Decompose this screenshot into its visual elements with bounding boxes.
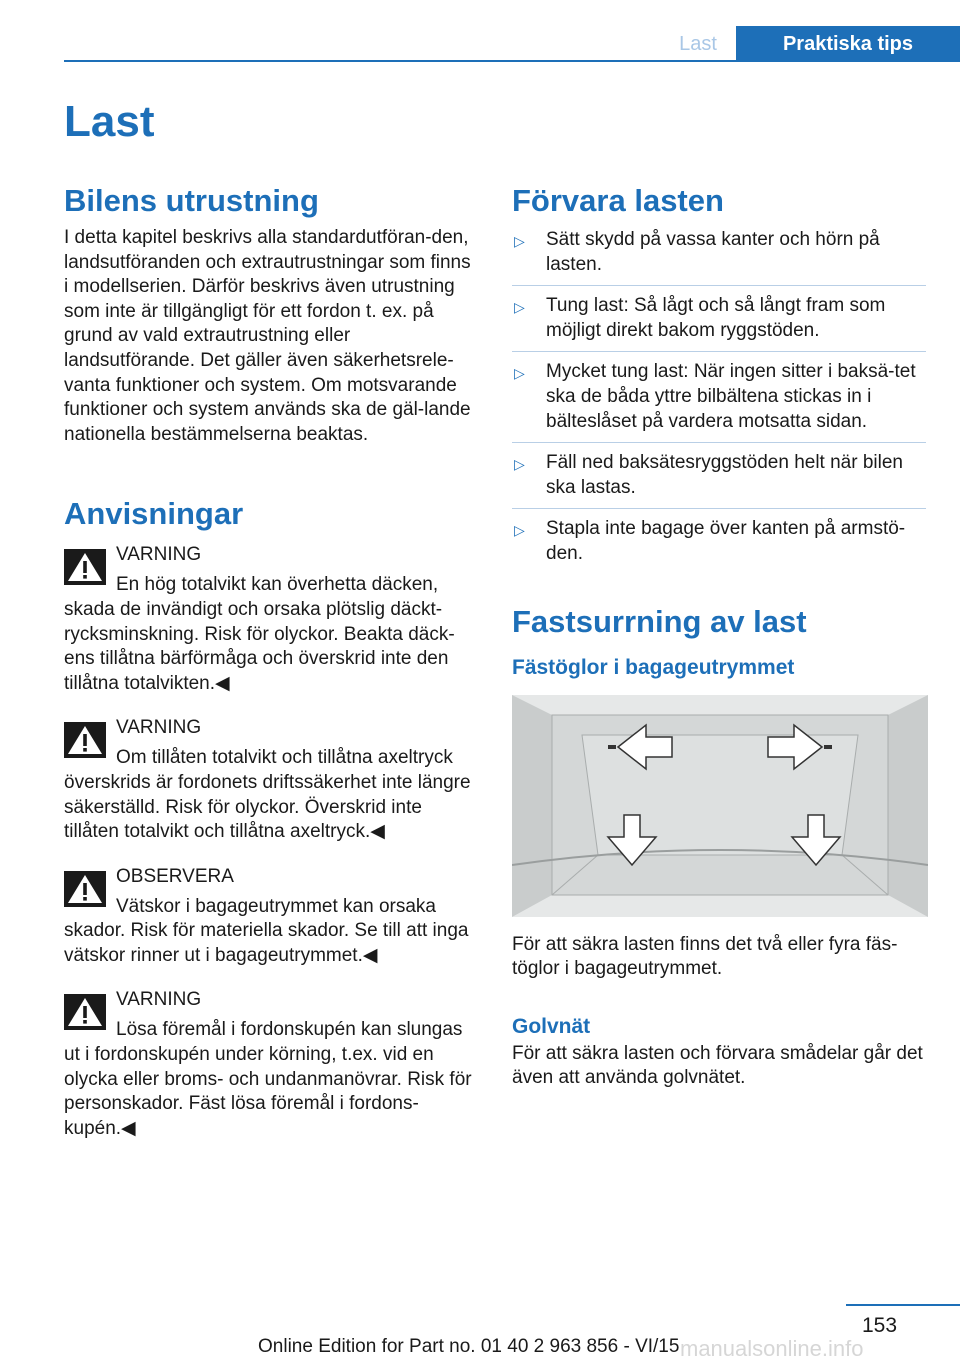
lashing-eyes-text: För att säkra lasten finns det två eller fyra fäs-töglor i bagageutrymmet. bbox=[512, 933, 898, 980]
warning-label: VARNING bbox=[116, 544, 202, 566]
warning-block bbox=[64, 986, 480, 1141]
warning-triangle-icon bbox=[64, 722, 106, 758]
list-item bbox=[512, 228, 926, 286]
list-item-text: Sätt skydd på vassa kanter och hörn på lasten. bbox=[546, 229, 880, 275]
store-load-list bbox=[512, 228, 926, 575]
edition-line: Online Edition for Part no. 01 40 2 963 856 - VI/15 bbox=[258, 1336, 680, 1357]
bullet-triangle-icon: ▷ bbox=[514, 365, 525, 382]
warning-triangle-icon bbox=[64, 871, 106, 907]
lashing-heading: Fastsurrning av last bbox=[512, 603, 807, 639]
bullet-triangle-icon: ▷ bbox=[514, 233, 525, 249]
equipment-text: I detta kapitel beskrivs alla standardutföran-den, landsutföranden och extrautrustningar som finns i modellserien. Därför beskrivs även utrustning som inte är tillgängligt för ett fordon t. ex. på grund av vald extrautrustning eller landsutförande. Det gäller även säkerhetsrele-vanta funktioner och system. Om motsvarande funktioner och system används ska de gäl-lande nationella bestämmelserna beaktas. bbox=[64, 227, 471, 445]
list-item bbox=[512, 360, 926, 443]
warning-triangle-icon bbox=[64, 994, 106, 1030]
warning-label: VARNING bbox=[116, 989, 202, 1011]
store-load-heading: Förvara lasten bbox=[512, 183, 724, 218]
warning-text: En hög totalvikt kan överhetta däcken, skada de invändigt och orsaka plötslig däckt-rycksminskning. Risk för olyckor. Beakta däck-ens tillåtna bärförmåga och överskrid inte den tillåtna totalvikten.◀ bbox=[64, 574, 455, 694]
footer-rule bbox=[846, 1304, 960, 1306]
warning-text: Lösa föremål i fordonskupén kan slungas ut i fordonskupén under körning, t.ex. vid en olycka eller broms- och undanmanövrar. Risk för personskador. Fäst lösa föremål i fordons-kupén.◀ bbox=[64, 1019, 472, 1139]
header-chapter-tab: Praktiska tips bbox=[736, 26, 960, 62]
warning-label: OBSERVERA bbox=[116, 865, 234, 887]
lashing-eyes-heading: Fästöglor i bagageutrymmet bbox=[512, 655, 795, 679]
trunk-illustration bbox=[512, 695, 928, 917]
warning-text: Vätskor i bagageutrymmet kan orsaka skador. Risk för materiella skador. Se till att inga vätskor rinner ut i bagageutrymmet.◀ bbox=[64, 895, 469, 966]
list-item bbox=[512, 294, 926, 352]
equipment-heading: Bilens utrustning bbox=[64, 183, 319, 218]
bullet-triangle-icon: ▷ bbox=[514, 456, 525, 473]
warning-block bbox=[64, 863, 480, 969]
list-item-text: Mycket tung last: När ingen sitter i baksä-tet ska de båda yttre bilbältena stickas in i bälteslåset på vardera motsatta sidan. bbox=[546, 361, 916, 432]
header-section-label: Last bbox=[679, 33, 717, 55]
floor-net-text: För att säkra lasten och förvara smådelar går det även att använda golvnätet. bbox=[512, 1042, 923, 1089]
page-number: 153 bbox=[862, 1314, 898, 1337]
watermark: manualsonline.info bbox=[680, 1336, 864, 1361]
left-column bbox=[64, 180, 480, 1141]
warning-text: Om tillåten totalvikt och tillåtna axeltryck överskrids är fordonets driftssäkerhet inte längre säkerställd. Risk för olyckor. Överskrid inte tillåten totalvikt och tillåtna axeltryck.◀ bbox=[64, 747, 471, 843]
list-item-text: Fäll ned baksätesryggstöden helt när bilen ska lastas. bbox=[546, 452, 904, 498]
list-item bbox=[512, 451, 926, 509]
warning-triangle-icon bbox=[64, 549, 106, 585]
list-item bbox=[512, 517, 926, 574]
warning-block bbox=[64, 541, 480, 696]
floor-net-heading: Golvnät bbox=[512, 1014, 591, 1038]
page-title: Last bbox=[64, 97, 155, 146]
bullet-triangle-icon: ▷ bbox=[514, 299, 525, 316]
right-column bbox=[512, 180, 926, 1091]
warning-label: VARNING bbox=[116, 717, 202, 739]
list-item-text: Stapla inte bagage över kanten på armstö-den. bbox=[546, 518, 906, 564]
notes-heading: Anvisningar bbox=[64, 496, 244, 532]
warning-block bbox=[64, 714, 480, 844]
list-item-text: Tung last: Så lågt och så långt fram som möjligt direkt bakom ryggstöden. bbox=[546, 295, 886, 341]
bullet-triangle-icon: ▷ bbox=[514, 522, 525, 539]
